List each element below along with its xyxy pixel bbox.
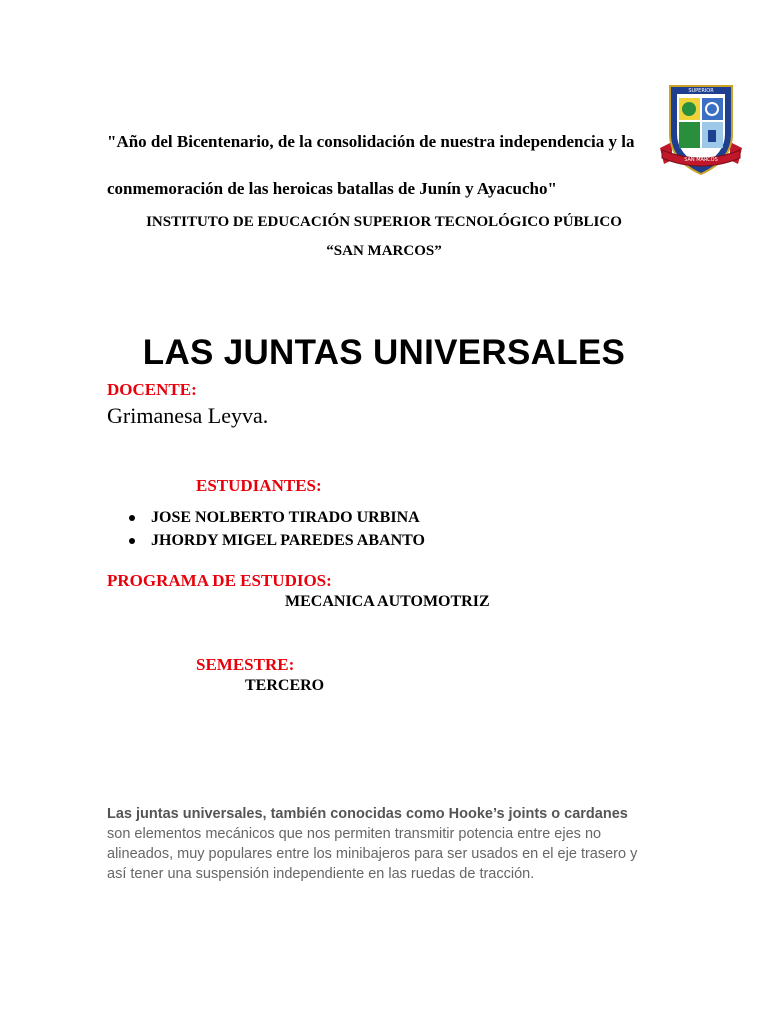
student-item [127,506,425,529]
institute-subname: “SAN MARCOS” [326,243,442,259]
intro-bold: Las juntas universales, también conocidas como Hooke’s joints o cardanes [107,806,628,822]
programa-value: MECANICA AUTOMOTRIZ [285,593,490,610]
student-name: JHORDY MIGEL PAREDES ABANTO [151,532,425,549]
institute-logo [658,82,744,178]
motto-line-2: conmemoración de las heroicas batallas de Junín y Ayacucho" [107,179,557,198]
docente-label: DOCENTE: [107,380,197,399]
document-title: LAS JUNTAS UNIVERSALES [142,333,626,372]
estudiantes-label: ESTUDIANTES: [196,476,322,495]
intro-paragraph [107,804,652,884]
student-item [127,529,425,552]
programa-label: PROGRAMA DE ESTUDIOS: [107,571,332,590]
logo-top-text: SUPERIOR [688,88,714,94]
commemorative-motto [107,118,667,212]
bullet-icon [129,515,135,521]
intro-rest: son elementos mecánicos que nos permiten transmitir potencia entre ejes no alineados, muy populares entre los minibajeros para ser usados en el eje trasero y así tener una suspensión independiente en las ruedas de tracción. [107,826,638,882]
student-list [127,506,425,552]
motto-line-1: "Año del Bicentenario, de la consolidación de nuestra independencia y la [107,132,635,151]
student-name: JOSE NOLBERTO TIRADO URBINA [151,509,420,526]
semestre-value: TERCERO [245,677,325,694]
semestre-label: SEMESTRE: [196,655,295,674]
institute-name: INSTITUTO DE EDUCACIÓN SUPERIOR TECNOLÓGICO PÚBLICO [146,214,622,230]
docente-name: Grimanesa Leyva. [107,403,269,428]
bullet-icon [129,538,135,544]
logo-band-text: SAN MARCOS [684,157,718,163]
